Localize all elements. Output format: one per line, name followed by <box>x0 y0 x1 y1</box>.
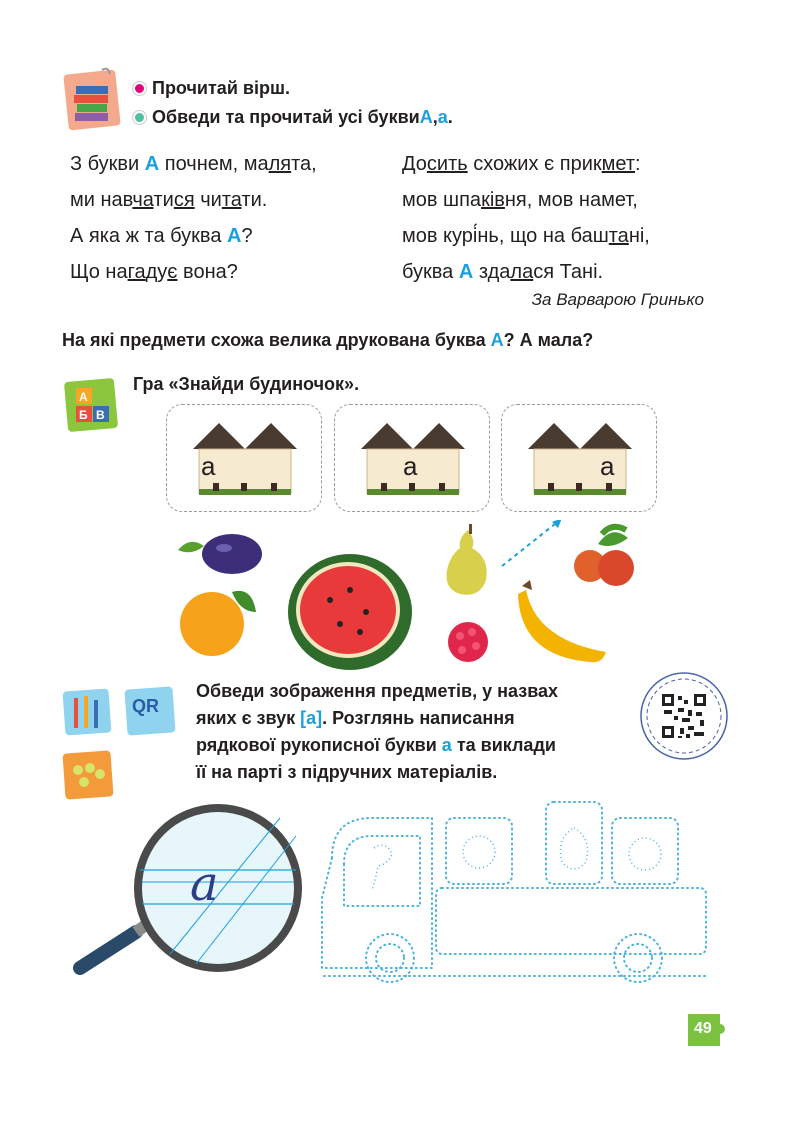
qr-label-icon: QR <box>124 684 178 738</box>
pineapple-dotted-icon <box>561 828 588 869</box>
poem-left-column <box>70 146 317 290</box>
poem-right-column <box>402 146 650 290</box>
house-letter: а <box>403 451 418 481</box>
banana-icon[interactable] <box>518 580 606 662</box>
watermelon-icon[interactable] <box>288 554 412 670</box>
poem-line: ми навчатися читати. <box>70 189 268 211</box>
task1-line1: Прочитай вірш. <box>133 78 290 99</box>
truck-outline[interactable] <box>318 798 714 988</box>
pear-icon[interactable] <box>447 524 487 595</box>
svg-text:Б: Б <box>79 408 88 422</box>
page-number: 49 <box>694 1020 712 1037</box>
books-icon <box>62 66 122 132</box>
page-number-badge <box>684 1010 730 1050</box>
svg-text:А: А <box>79 390 88 404</box>
poem-author: За Варварою Гринько <box>531 290 704 309</box>
pink-bullet-icon <box>133 82 146 95</box>
beads-icon <box>62 748 116 802</box>
svg-text:В: В <box>96 408 105 422</box>
brushes-icon <box>62 684 114 738</box>
apple-dotted-icon <box>463 836 495 868</box>
poem-line: Досить схожих є прикмет: <box>402 153 641 175</box>
task1-line2: Обведи та прочитай усі букви А , а . <box>133 107 453 128</box>
green-bullet-icon <box>133 111 146 124</box>
house-letter: а <box>201 451 216 481</box>
apples-icon[interactable] <box>574 527 634 586</box>
abc-blocks-icon <box>62 374 120 434</box>
raspberry-icon[interactable] <box>448 622 488 662</box>
poem-line: А яка ж та буква А? <box>70 225 253 247</box>
orange-icon[interactable] <box>180 591 256 656</box>
parrot-dotted-icon <box>372 845 392 890</box>
plum-icon[interactable] <box>178 534 262 574</box>
poem-line: З букви А почнем, малята, <box>70 153 317 175</box>
task2-line3: рядкової рукописної букви а та виклади <box>196 735 556 755</box>
house-card-1[interactable] <box>166 404 322 512</box>
poem-line: мов курі́нь, що на баштані, <box>402 225 650 247</box>
task2-line1: Обведи зображення предметів, у назвах <box>196 681 559 701</box>
poem-line: Що нагадує вона? <box>70 261 238 283</box>
magnifier-illustration <box>70 804 310 984</box>
tomato-dotted-icon <box>629 838 661 870</box>
fruits-illustration <box>170 520 650 670</box>
task2-line2: яких є звук [а]. Розглянь написання <box>196 708 515 728</box>
house-icon <box>528 415 632 501</box>
house-letter: а <box>600 451 615 481</box>
poem-line: мов шпаківня, мов намет, <box>402 189 638 211</box>
task2-line4: її на парті з підручних матеріалів. <box>196 762 498 782</box>
poem-line: буква А здалася Тані. <box>402 261 604 283</box>
house-card-3[interactable] <box>501 404 657 512</box>
house-card-2[interactable] <box>334 404 490 512</box>
magnifier-letter: a <box>190 856 219 912</box>
qr-code[interactable] <box>638 670 730 762</box>
question-text: На які предмети схожа велика друкована буква А? А мала? <box>62 330 594 350</box>
game-title: Гра «Знайди будиночок». <box>133 374 360 394</box>
